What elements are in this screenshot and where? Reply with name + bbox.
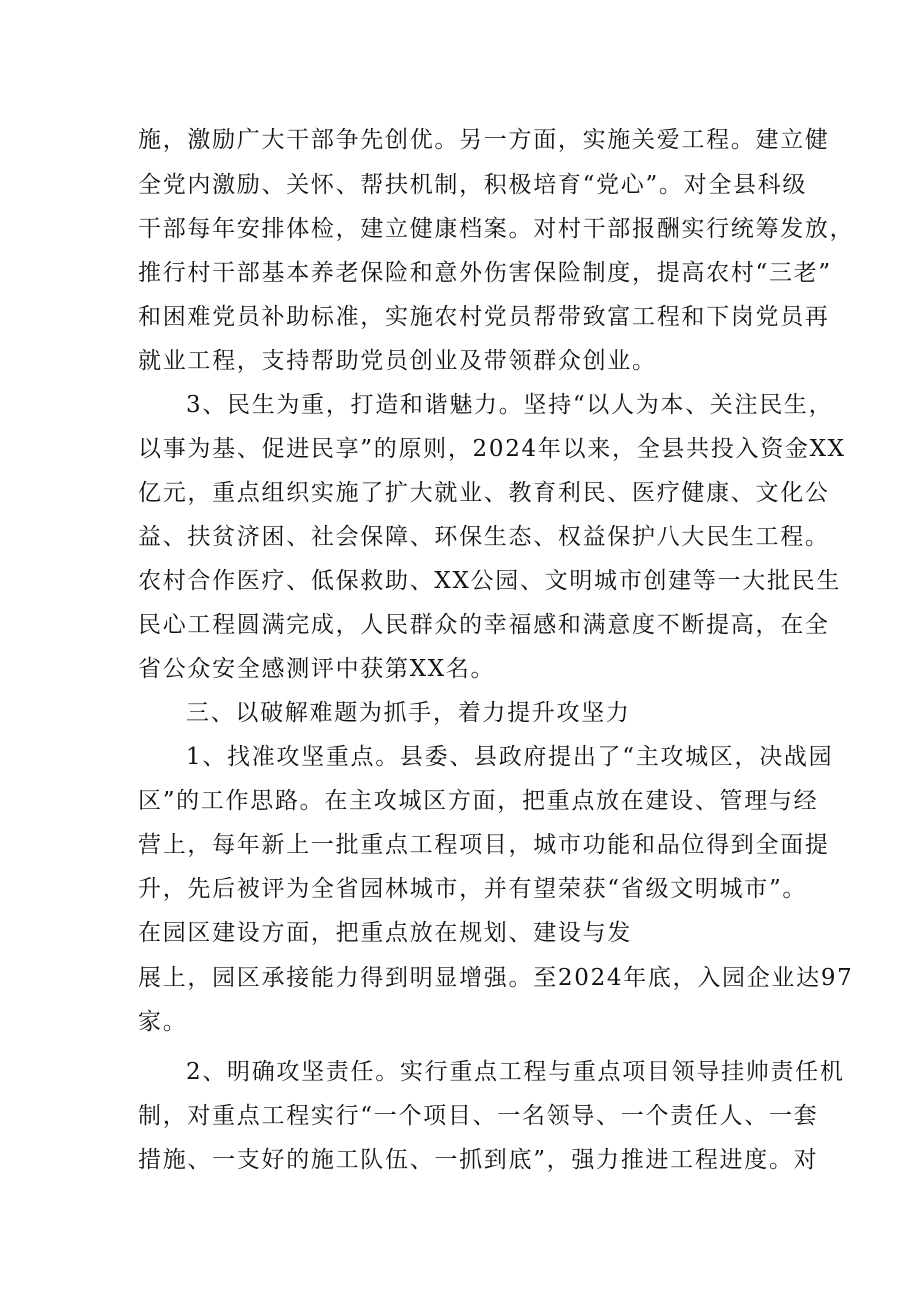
text-line: 益、扶贫济困、社会保障、环保生态、权益保护八大民生工程。 (138, 524, 830, 550)
text-line: 亿元，重点组织实施了扩大就业、教育利民、医疗健康、文化公 (138, 480, 830, 506)
text-line: 以事为基、促进民享”的原则，2024年以来，全县共投入资金XX (138, 436, 846, 462)
text-line: 就业工程，支持帮助党员创业及带领群众创业。 (138, 348, 657, 374)
text-line: 施，激励广大干部争先创优。另一方面，实施关爱工程。建立健 (138, 127, 830, 153)
text-line: 家。 (138, 1009, 188, 1035)
text-line: 和困难党员补助标准，实施农村党员帮带致富工程和下岗党员再 (138, 304, 830, 330)
text-line: 区”的工作思路。在主攻城区方面，把重点放在建设、管理与经 (138, 788, 819, 814)
text-line: 制，对重点工程实行“一个项目、一名领导、一个责任人、一套 (138, 1103, 819, 1129)
text-line: 农村合作医疗、低保救助、XX公园、文明城市创建等一大批民生 (138, 568, 842, 594)
text-line: 展上，园区承接能力得到明显增强。至2024年底，入园企业达97 (138, 965, 854, 991)
text-line: 升，先后被评为全省园林城市，并有望荣获“省级文明城市”。 (138, 876, 808, 902)
text-line: 全党内激励、关怀、帮扶机制，积极培育“党心”。对全县科级 (138, 172, 808, 198)
text-line: 在园区建设方面，把重点放在规划、建设与发 (138, 920, 632, 946)
section-heading: 三、以破解难题为抓手，着力提升攻坚力 (186, 700, 631, 726)
paragraph-start-line: 3、民生为重，打造和谐魅力。坚持“以人为本、关注民生， (186, 392, 834, 418)
text-line: 营上，每年新上一批重点工程项目，城市功能和品位得到全面提 (138, 832, 830, 858)
text-line: 推行村干部基本养老保险和意外伤害保险制度，提高农村“三老” (138, 260, 832, 286)
text-line: 民心工程圆满完成，人民群众的幸福感和满意度不断提高，在全 (138, 612, 830, 638)
paragraph-start-line: 2、明确攻坚责任。实行重点工程与重点项目领导挂帅责任机 (186, 1059, 845, 1085)
text-line: 干部每年安排体检，建立健康档案。对村干部报酬实行统筹发放， (138, 216, 855, 242)
text-line: 省公众安全感测评中获第XX名。 (138, 656, 496, 682)
text-line: 措施、一支好的施工队伍、一抓到底”，强力推进工程进度。对 (138, 1147, 819, 1173)
paragraph-start-line: 1、找准攻坚重点。县委、县政府提出了“主攻城区，决战园 (186, 744, 834, 770)
